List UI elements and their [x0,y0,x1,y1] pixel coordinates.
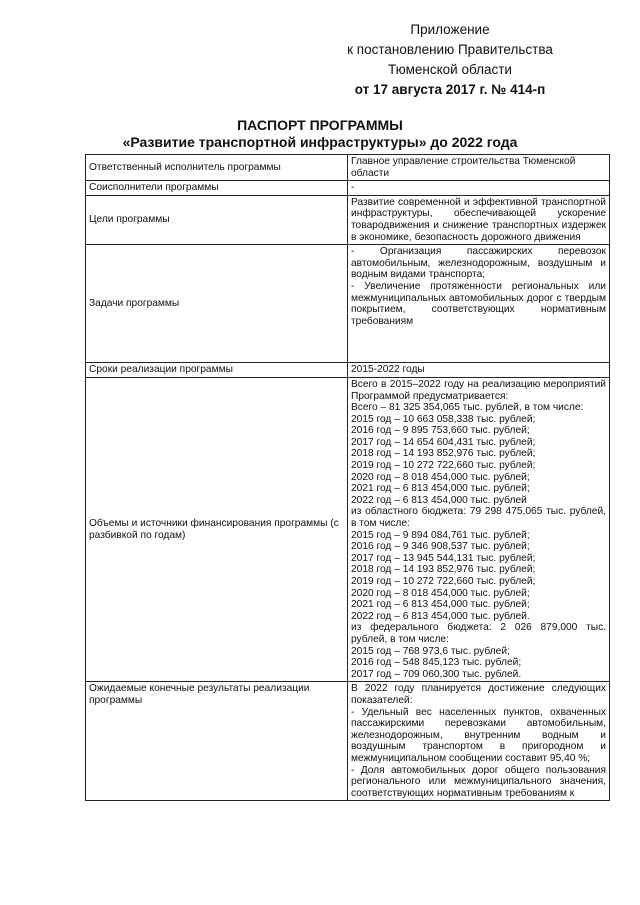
funding-regional: из областного бюджета: 79 298 475,065 тыс. рублей, в том числе: [351,506,606,530]
issuer-name: Тюменской области [388,62,512,77]
goals-label: Цели программы [86,195,348,244]
period-label: Сроки реализации программы [86,363,348,378]
row-coexecutors [86,181,610,196]
program-passport-table [85,154,610,801]
funding-total: Всего – 81 325 354,065 тыс. рублей, в том числе: [351,402,584,414]
funding-federal-2016: 2016 год – 548 845,123 тыс. рублей; [351,657,522,669]
funding-federal: из федерального бюджета: 2 026 879,000 тыс. рублей, в том числе: [351,622,606,645]
funding-total-2017: 2017 год – 14 654 604,431 тыс. рублей; [351,436,536,448]
tasks-value [348,245,610,363]
funding-regional-2020: 2020 год – 8 018 454,000 тыс. рублей; [351,587,530,599]
resolution-reference: к постановлению Правительства [347,42,553,57]
row-expected-results [86,682,610,801]
funding-regional-2019: 2019 год – 10 272 722,660 тыс. рублей; [351,576,536,587]
funding-total-2020: 2020 год – 8 018 454,000 тыс. рублей; [351,471,530,483]
funding-regional-2021: 2021 год – 6 813 454,000 тыс. рублей; [351,599,530,611]
row-tasks [86,245,610,363]
period-value: 2015-2022 годы [348,363,610,378]
funding-total-2018: 2018 год – 14 193 852,976 тыс. рублей; [351,448,536,460]
task-item: - Увеличение протяженности региональных или межмуниципальных автомобильных дорог с твердым покрытием, соответствующих нормативным требованиям [351,280,606,327]
results-item: - Удельный вес населенных пунктов, охваченных пассажирскими перевозками автомобильным, железнодорожным, внутренним водным и воздушным транспортом в пригородном и межмуниципальном сообщении составит 95,40 %; [351,706,606,764]
funding-value [348,377,610,681]
row-funding [86,377,610,681]
funding-total-2016: 2016 год – 9 895 753,660 тыс. рублей; [351,425,530,437]
row-responsible-executor [86,155,610,181]
document-header [330,20,570,100]
funding-regional-2018: 2018 год – 14 193 852,976 тыс. рублей; [351,564,536,576]
tasks-label: Задачи программы [86,245,348,363]
funding-regional-2016: 2016 год – 9 346 908,537 тыс. рублей; [351,541,530,553]
funding-intro: Всего в 2015–2022 году на реализацию мероприятий Программой предусматривается: [351,378,606,402]
funding-regional-2017: 2017 год – 13 945 544,131 тыс. рублей; [351,552,536,564]
funding-regional-2022: 2022 год – 6 813 454,000 тыс. рублей. [351,610,530,622]
funding-total-2019: 2019 год – 10 272 722,660 тыс. рублей; [351,460,536,472]
funding-federal-2017: 2017 год – 709 060,300 тыс. рублей. [351,668,522,680]
funding-label: Объемы и источники финансирования программы (с разбивкой по годам) [86,377,348,681]
task-item: - Организация пассажирских перевозок автомобильным, железнодорожным, воздушным и водным видами транспорта; [351,246,606,281]
coexecutors-value: - [348,181,610,196]
results-intro: В 2022 году планируется достижение следующих показателей: [351,683,606,706]
coexecutors-label: Соисполнители программы [86,181,348,196]
appendix-label: Приложение [410,22,490,37]
expected-results-value [348,682,610,801]
funding-total-2022: 2022 год – 6 813 454,000 тыс. рублей [351,494,527,506]
funding-total-2015: 2015 год – 10 663 058,338 тыс. рублей; [351,413,536,425]
funding-federal-2015: 2015 год – 768 973,6 тыс. рублей; [351,645,510,657]
responsible-executor-value: Главное управление строительства Тюменской области [348,155,610,181]
row-period [86,363,610,378]
title-line-1: ПАСПОРТ ПРОГРАММЫ [237,117,403,133]
responsible-executor-label: Ответственный исполнитель программы [86,155,348,181]
expected-results-label: Ожидаемые конечные результаты реализации программы [86,682,348,801]
funding-regional-2015: 2015 год – 9 894 084,761 тыс. рублей; [351,529,530,541]
goals-value: Развитие современной и эффективной транспортной инфраструктуры, обеспечивающей ускорение товародвижения и снижение транспортных издержек в экономике, безопасность дорожного движения [348,195,610,244]
funding-total-2021: 2021 год – 6 813 454,000 тыс. рублей; [351,483,530,495]
resolution-date-number: от 17 августа 2017 г. № 414-п [354,82,546,97]
document-title [70,117,570,151]
results-item: - Доля автомобильных дорог общего пользования регионального или межмуниципального значения, соответствующих нормативным требованиям к [351,764,606,799]
row-goals [86,195,610,244]
title-line-2: «Развитие транспортной инфраструктуры» до 2022 года [122,134,518,150]
